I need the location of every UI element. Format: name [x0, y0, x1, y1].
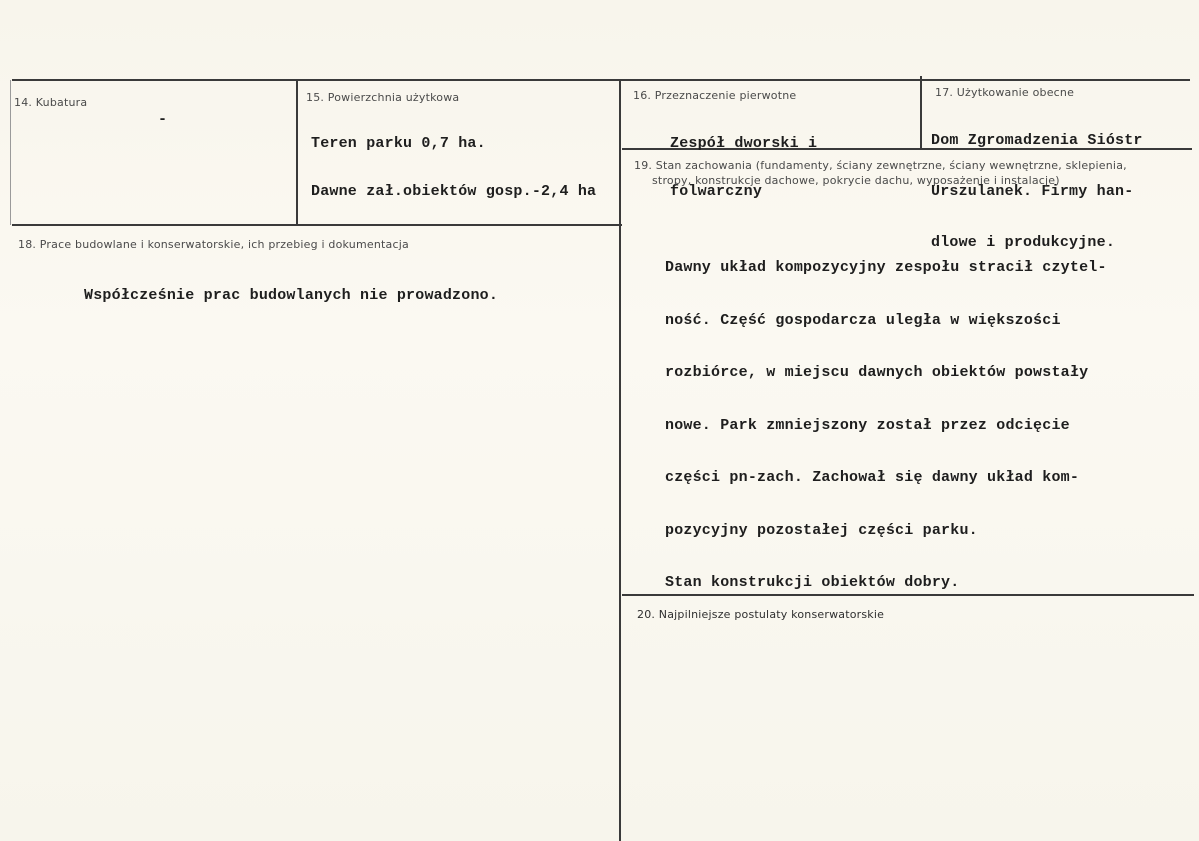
- field-19-line-3: rozbiórce, w miejscu dawnych obiektów powstały: [665, 364, 1089, 381]
- field-16-line-1: Zespół dworski i: [670, 135, 818, 152]
- field-19-label: [634, 158, 1127, 188]
- left-edge-line: [10, 80, 11, 225]
- divider-16-17: [920, 76, 922, 149]
- main-column-divider: [619, 80, 621, 841]
- field-19-line-7: Stan konstrukcji obiektów dobry.: [665, 574, 960, 591]
- field-17-line-3: dlowe i produkcyjne.: [931, 234, 1116, 251]
- field-18-value: Współcześnie prac budowlanych nie prowadzono.: [84, 287, 499, 304]
- field-19-line-2: ność. Część gospodarcza uległa w większości: [665, 311, 1061, 329]
- field-18-label: 18. Prace budowlane i konserwatorskie, ich przebieg i dokumentacja: [18, 238, 409, 251]
- field-20-label: 20. Najpilniejsze postulaty konserwatorskie: [637, 608, 885, 621]
- field-14-label: 14. Kubatura: [14, 96, 88, 109]
- field-16-label: 16. Przeznaczenie pierwotne: [633, 89, 797, 102]
- field-19-line-4: nowe. Park zmniejszony został przez odcięcie: [665, 416, 1070, 434]
- field-17-line-2: Urszulanek. Firmy han-: [931, 183, 1134, 200]
- top-border-line: [12, 79, 1190, 81]
- field-14-value: -: [158, 111, 168, 128]
- field-19-line-6: pozycyjny pozostałej części parku.: [665, 521, 978, 539]
- divider-14-15: [296, 80, 298, 225]
- field-17-line-1: Dom Zgromadzenia Sióstr: [931, 132, 1143, 149]
- field-15-label: 15. Powierzchnia użytkowa: [306, 91, 460, 104]
- field-15-line-2: Dawne zał.obiektów gosp.-2,4 ha: [311, 183, 597, 200]
- field-15-value: [311, 104, 596, 232]
- field-19-label-line-2: stropy, konstrukcje dachowe, pokrycie dachu, wyposażenie i instalacje): [652, 174, 1060, 187]
- field-15-line-1: Teren parku 0,7 ha.: [311, 135, 486, 152]
- field-19-line-1: Dawny układ kompozycyjny zespołu stracił czytel-: [665, 259, 1107, 276]
- field-19-label-line-1: 19. Stan zachowania (fundamenty, ściany zewnętrzne, ściany wewnętrzne, sklepienia,: [634, 159, 1127, 172]
- field-19-line-5: części pn-zach. Zachował się dawny układ kom-: [665, 469, 1080, 486]
- field-19-value: [665, 224, 1107, 627]
- field-16-line-2: folwarczny: [670, 183, 763, 200]
- field-17-label: 17. Użytkowanie obecne: [935, 86, 1075, 99]
